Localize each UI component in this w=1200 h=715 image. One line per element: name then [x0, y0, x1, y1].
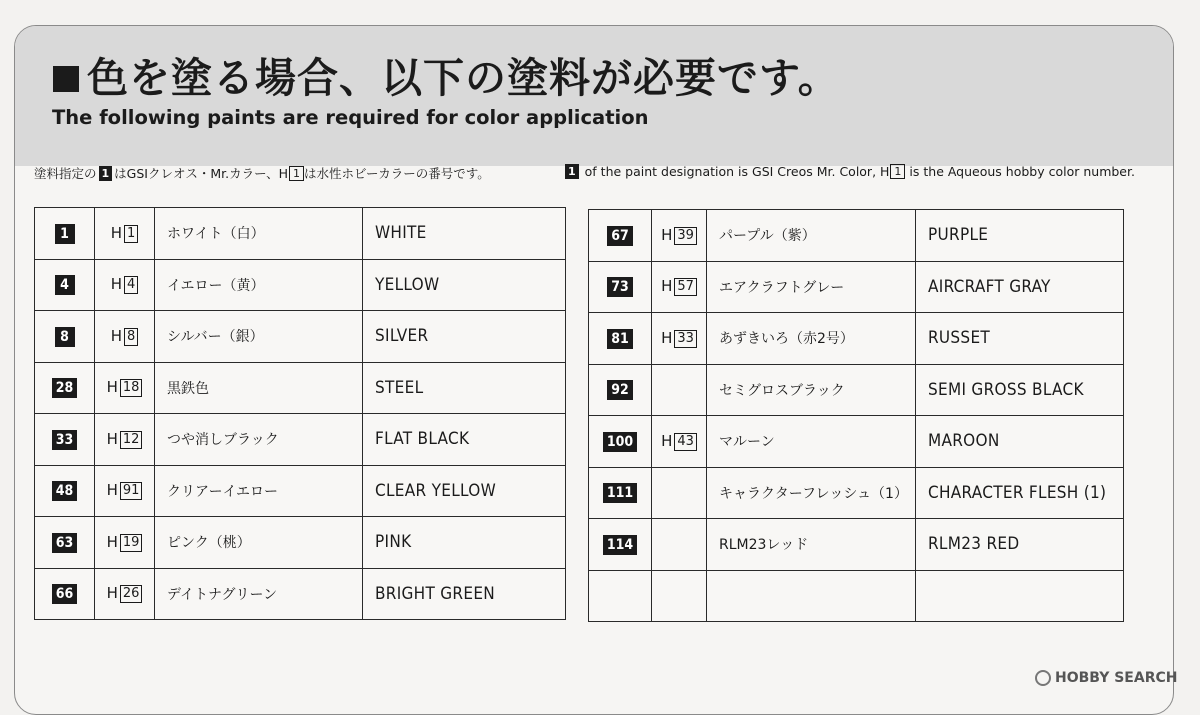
paint-row — [589, 416, 1124, 468]
paint-row — [589, 570, 1124, 622]
note-japanese — [34, 164, 490, 182]
paint-name-japanese: イエロー（黄） — [155, 259, 363, 311]
hobby-color-cell — [95, 568, 155, 620]
h-prefix: H — [110, 223, 122, 242]
paint-table-right — [588, 209, 1124, 622]
hobby-color-cell — [652, 519, 707, 571]
paint-number-cell — [589, 570, 652, 622]
paint-row — [589, 210, 1124, 262]
header-band — [15, 26, 1173, 166]
paint-name-japanese: デイトナグリーン — [155, 568, 363, 620]
paint-name-english — [916, 570, 1124, 622]
paint-name-japanese: セミグロスブラック — [707, 364, 916, 416]
mr-color-number: 67 — [607, 226, 633, 246]
hobby-color-cell — [95, 414, 155, 466]
paint-name-english: RLM23 RED — [916, 519, 1124, 571]
hobby-color-number: 18 — [120, 379, 143, 397]
paint-number-cell — [35, 259, 95, 311]
note-jp-text-3: は水性ホビーカラーの番号です。 — [304, 166, 490, 181]
hobby-color-number: 57 — [674, 278, 697, 296]
hobby-color-cell — [95, 362, 155, 414]
hobby-color-cell — [95, 259, 155, 311]
title-english: The following paints are required for color application — [52, 106, 649, 129]
mr-color-number: 66 — [52, 584, 78, 604]
paint-number-cell — [589, 364, 652, 416]
hobby-color-cell — [652, 261, 707, 313]
paint-name-english: SEMI GROSS BLACK — [916, 364, 1124, 416]
note-en-text-2: is the Aqueous hobby color number. — [909, 164, 1135, 179]
black-square-bullet-icon — [53, 66, 79, 92]
paint-name-japanese: 黒鉄色 — [155, 362, 363, 414]
h-prefix: H — [106, 481, 118, 500]
paint-name-japanese: マルーン — [707, 416, 916, 468]
paint-number-cell — [589, 261, 652, 313]
paint-number-cell — [589, 313, 652, 365]
paint-name-english: BRIGHT GREEN — [363, 568, 566, 620]
hobby-color-number: 26 — [120, 585, 143, 603]
paint-name-english: RUSSET — [916, 313, 1124, 365]
paint-table-left — [34, 207, 566, 620]
watermark — [1035, 670, 1177, 686]
paint-name-english: AIRCRAFT GRAY — [916, 261, 1124, 313]
h-prefix: H — [110, 275, 122, 294]
paint-name-japanese — [707, 570, 916, 622]
mr-color-number: 73 — [607, 277, 633, 297]
h-prefix: H — [661, 277, 673, 296]
h-prefix: H — [106, 532, 118, 551]
paint-row — [589, 261, 1124, 313]
paint-row — [589, 467, 1124, 519]
mr-color-number: 4 — [55, 275, 75, 295]
hobby-color-number: 8 — [124, 328, 138, 346]
hobby-color-cell — [95, 311, 155, 363]
note-english — [563, 164, 1135, 179]
paint-name-japanese: つや消しブラック — [155, 414, 363, 466]
hobby-color-cell — [652, 364, 707, 416]
hobby-color-number: 12 — [120, 431, 143, 449]
watermark-text: HOBBY SEARCH — [1055, 670, 1178, 686]
mr-color-number: 100 — [603, 432, 637, 452]
mr-color-number: 33 — [52, 430, 78, 450]
paint-name-japanese: キャラクターフレッシュ（1） — [707, 467, 916, 519]
hobby-color-number: 19 — [120, 534, 143, 552]
mr-color-number: 111 — [603, 483, 637, 503]
paint-number-cell — [35, 414, 95, 466]
paint-row — [35, 208, 566, 260]
note-jp-text-1: 塗料指定の — [34, 166, 97, 181]
paint-number-cell — [35, 517, 95, 569]
hobby-color-cell — [95, 465, 155, 517]
hobby-color-number: 1 — [124, 225, 138, 243]
hobby-color-number: 33 — [674, 330, 697, 348]
h-prefix: H — [110, 326, 122, 345]
hobby-color-cell — [652, 467, 707, 519]
paint-row — [589, 313, 1124, 365]
hobby-color-cell — [95, 517, 155, 569]
paint-row — [35, 362, 566, 414]
hobby-color-cell — [652, 570, 707, 622]
mr-color-number: 8 — [55, 327, 75, 347]
watermark-logo-icon — [1035, 670, 1051, 686]
paint-number-cell — [35, 465, 95, 517]
paint-number-cell — [35, 208, 95, 260]
note-jp-numbox: 1 — [99, 166, 113, 181]
paint-number-cell — [35, 311, 95, 363]
title-row — [53, 54, 840, 102]
paint-row — [589, 519, 1124, 571]
hobby-color-cell — [652, 416, 707, 468]
h-prefix: H — [661, 225, 673, 244]
note-jp-text-2: はGSIクレオス・Mr.カラー、H — [114, 166, 289, 181]
hobby-color-cell — [652, 313, 707, 365]
paint-row — [35, 311, 566, 363]
paint-name-english: CLEAR YELLOW — [363, 465, 566, 517]
paint-row — [589, 364, 1124, 416]
paint-row — [35, 465, 566, 517]
paint-row — [35, 517, 566, 569]
h-prefix: H — [661, 328, 673, 347]
mr-color-number: 48 — [52, 481, 78, 501]
paint-number-cell — [35, 568, 95, 620]
paint-name-english: STEEL — [363, 362, 566, 414]
note-en-text-1: of the paint designation is GSI Creos Mr. Color, H — [584, 164, 890, 179]
note-en-hbox: 1 — [890, 164, 905, 179]
h-prefix: H — [106, 584, 118, 603]
paint-name-japanese: ホワイト（白） — [155, 208, 363, 260]
hobby-color-cell — [652, 210, 707, 262]
h-prefix: H — [106, 378, 118, 397]
note-jp-hbox: 1 — [289, 166, 304, 181]
mr-color-number: 114 — [603, 535, 637, 555]
title-japanese: 色を塗る場合、以下の塗料が必要です。 — [87, 54, 840, 102]
paint-number-cell — [35, 362, 95, 414]
paint-name-english: YELLOW — [363, 259, 566, 311]
paint-name-english: SILVER — [363, 311, 566, 363]
h-prefix: H — [661, 431, 673, 450]
paint-row — [35, 414, 566, 466]
paint-name-japanese: シルバー（銀） — [155, 311, 363, 363]
paint-name-japanese: パープル（紫） — [707, 210, 916, 262]
paint-name-japanese: ピンク（桃） — [155, 517, 363, 569]
hobby-color-number: 43 — [674, 433, 697, 451]
paint-name-english: WHITE — [363, 208, 566, 260]
mr-color-number: 81 — [607, 329, 633, 349]
paint-name-japanese: RLM23レッド — [707, 519, 916, 571]
note-en-numbox: 1 — [565, 164, 579, 179]
paint-number-cell — [589, 416, 652, 468]
mr-color-number: 1 — [55, 224, 75, 244]
paint-name-english: MAROON — [916, 416, 1124, 468]
hobby-color-number: 91 — [120, 482, 143, 500]
h-prefix: H — [106, 429, 118, 448]
paint-name-japanese: エアクラフトグレー — [707, 261, 916, 313]
paint-number-cell — [589, 467, 652, 519]
mr-color-number: 63 — [52, 533, 78, 553]
mr-color-number: 92 — [607, 380, 633, 400]
paint-number-cell — [589, 519, 652, 571]
paint-name-japanese: クリアーイエロー — [155, 465, 363, 517]
hobby-color-cell — [95, 208, 155, 260]
paint-name-english: PINK — [363, 517, 566, 569]
paint-row — [35, 568, 566, 620]
mr-color-number: 28 — [52, 378, 78, 398]
paint-number-cell — [589, 210, 652, 262]
paint-row — [35, 259, 566, 311]
paint-name-english: FLAT BLACK — [363, 414, 566, 466]
hobby-color-number: 39 — [674, 227, 697, 245]
hobby-color-number: 4 — [124, 276, 138, 294]
paint-name-english: CHARACTER FLESH (1) — [916, 467, 1124, 519]
paint-name-english: PURPLE — [916, 210, 1124, 262]
paint-name-japanese: あずきいろ（赤2号） — [707, 313, 916, 365]
